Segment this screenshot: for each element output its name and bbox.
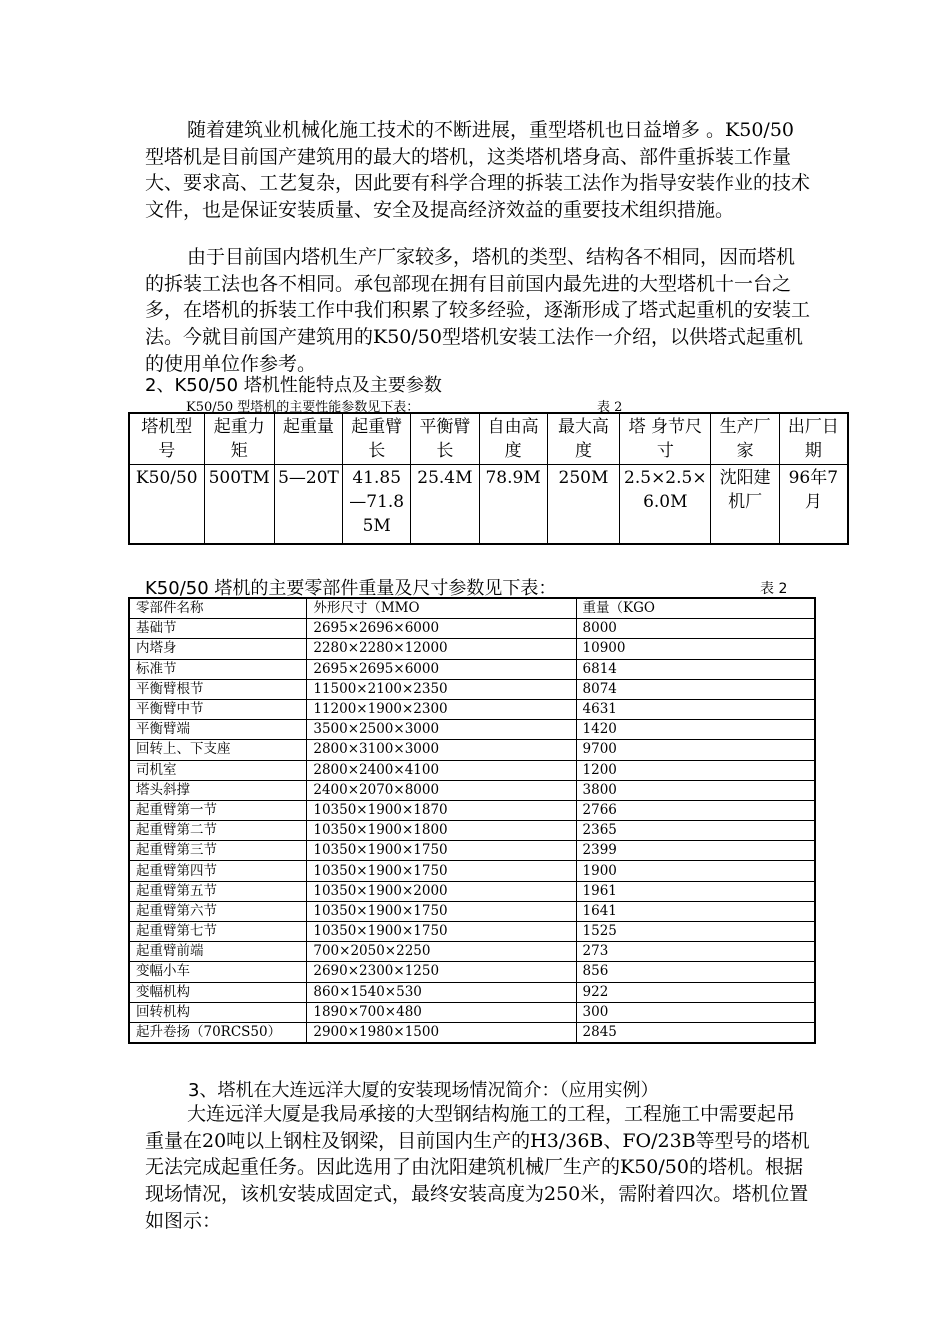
table-row	[129, 639, 815, 659]
part-name-cell: 起重臂第七节	[129, 922, 307, 942]
weight-cell: 2365	[576, 821, 815, 841]
header-cell: 最大高度	[547, 413, 619, 465]
dimension-cell: 10350×1900×1750	[307, 901, 576, 921]
weight-cell: 273	[576, 942, 815, 962]
header-cell: 重量（KGO	[576, 598, 815, 619]
part-name-cell: 变幅机构	[129, 982, 307, 1002]
part-name-cell: 起重臂前端	[129, 942, 307, 962]
header-cell: 生产厂家	[711, 413, 779, 465]
weight-cell: 2845	[576, 1022, 815, 1043]
header-cell: 自由高度	[479, 413, 547, 465]
table-1-caption: K50/50 型塔机的主要性能参数见下表：	[186, 400, 420, 415]
part-name-cell: 平衡臂中节	[129, 699, 307, 719]
table-row	[129, 720, 815, 740]
dimension-cell: 10350×1900×1750	[307, 861, 576, 881]
table-row	[129, 1022, 815, 1043]
weight-cell: 8000	[576, 619, 815, 639]
dimension-cell: 2280×2280×12000	[307, 639, 576, 659]
table-row	[129, 982, 815, 1002]
part-name-cell: 起重臂第四节	[129, 861, 307, 881]
dimension-cell: 2695×2696×6000	[307, 619, 576, 639]
cell: 41.85—71.85M	[343, 465, 411, 545]
part-name-cell: 起重臂第一节	[129, 800, 307, 820]
intro-paragraph-2: 由于目前国内塔机生产厂家较多，塔机的类型、结构各不相同，因而塔机的拆装工法也各不相同。承包部现在拥有目前国内最先进的大型塔机十一台之多，在塔机的拆装工作中我们积累了较多经验，逐渐形成了塔式起重机的安装工法。今就目前国产建筑用的K50/50型塔机安装工法作一介绍，以供塔式起重机的使用单位作参考。	[145, 246, 811, 375]
part-name-cell: 起升卷扬（70RCS50）	[129, 1022, 307, 1043]
part-name-cell: 回转上、下支座	[129, 740, 307, 760]
weight-cell: 300	[576, 1002, 815, 1022]
dimension-cell: 2800×2400×4100	[307, 760, 576, 780]
part-name-cell: 塔头斜撑	[129, 780, 307, 800]
header-cell: 零部件名称	[129, 598, 307, 619]
dimension-cell: 10350×1900×1800	[307, 821, 576, 841]
dimension-cell: 10350×1900×1750	[307, 841, 576, 861]
parts-table	[128, 597, 816, 1044]
cell: 2.5×2.5×6.0M	[620, 465, 711, 545]
parts-table-body	[129, 598, 815, 1043]
table-row	[129, 881, 815, 901]
dimension-cell: 10350×1900×2000	[307, 881, 576, 901]
table-row	[129, 465, 848, 545]
table-2-number: 表 2	[760, 581, 788, 597]
dimension-cell: 1890×700×480	[307, 1002, 576, 1022]
dimension-cell: 3500×2500×3000	[307, 720, 576, 740]
weight-cell: 10900	[576, 639, 815, 659]
part-name-cell: 平衡臂端	[129, 720, 307, 740]
cell: 250M	[547, 465, 619, 545]
weight-cell: 4631	[576, 699, 815, 719]
cell: 500TM	[204, 465, 274, 545]
dimension-cell: 2900×1980×1500	[307, 1022, 576, 1043]
part-name-cell: 变幅小车	[129, 962, 307, 982]
dimension-cell: 2690×2300×1250	[307, 962, 576, 982]
table-row	[129, 1002, 815, 1022]
table-row	[129, 821, 815, 841]
table-row	[129, 659, 815, 679]
weight-cell: 3800	[576, 780, 815, 800]
weight-cell: 1525	[576, 922, 815, 942]
table-row	[129, 760, 815, 780]
header-cell: 起重力矩	[204, 413, 274, 465]
dimension-cell: 2400×2070×8000	[307, 780, 576, 800]
table-row	[129, 619, 815, 639]
dimension-cell: 2800×3100×3000	[307, 740, 576, 760]
table-row	[129, 861, 815, 881]
weight-cell: 1900	[576, 861, 815, 881]
weight-cell: 2399	[576, 841, 815, 861]
table-row	[129, 780, 815, 800]
table-1-number: 表 2	[597, 400, 623, 415]
weight-cell: 8074	[576, 679, 815, 699]
part-name-cell: 平衡臂根节	[129, 679, 307, 699]
dimension-cell: 11200×1900×2300	[307, 699, 576, 719]
cell: 5—20T	[274, 465, 342, 545]
section-3-paragraph: 大连远洋大厦是我局承接的大型钢结构施工的工程，工程施工中需要起吊重量在20吨以上钢柱及钢梁，目前国内生产的H3/36B、FO/23B等型号的塔机无法完成起重任务。因此选用了由沈阳建筑机械厂生产的K50/50的塔机。根据现场情况，该机安装成固定式，最终安装高度为250米，需附着四次。塔机位置如图示：	[145, 1103, 810, 1232]
part-name-cell: 内塔身	[129, 639, 307, 659]
weight-cell: 9700	[576, 740, 815, 760]
header-cell: 塔 身节尺寸	[620, 413, 711, 465]
weight-cell: 856	[576, 962, 815, 982]
part-name-cell: 起重臂第六节	[129, 901, 307, 921]
cell: K50/50	[129, 465, 204, 545]
table-header-row	[129, 413, 848, 465]
table-row	[129, 901, 815, 921]
table-row	[129, 922, 815, 942]
weight-cell: 1420	[576, 720, 815, 740]
section-2-heading: 2、K50/50 塔机性能特点及主要参数	[145, 375, 442, 396]
part-name-cell: 司机室	[129, 760, 307, 780]
header-cell: 外形尺寸（MMO	[307, 598, 576, 619]
table-2-caption: K50/50 塔机的主要零部件重量及尺寸参数见下表：	[145, 578, 557, 599]
weight-cell: 1961	[576, 881, 815, 901]
dimension-cell: 2695×2695×6000	[307, 659, 576, 679]
header-cell: 平衡臂长	[411, 413, 479, 465]
header-cell: 起重臂长	[343, 413, 411, 465]
dimension-cell: 700×2050×2250	[307, 942, 576, 962]
table-row	[129, 679, 815, 699]
header-cell: 起重量	[274, 413, 342, 465]
table-row	[129, 800, 815, 820]
part-name-cell: 起重臂第二节	[129, 821, 307, 841]
table-row	[129, 942, 815, 962]
header-cell: 出厂日期	[779, 413, 848, 465]
weight-cell: 1641	[576, 901, 815, 921]
cell: 96年7月	[779, 465, 848, 545]
dimension-cell: 10350×1900×1750	[307, 922, 576, 942]
weight-cell: 2766	[576, 800, 815, 820]
cell: 25.4M	[411, 465, 479, 545]
dimension-cell: 10350×1900×1870	[307, 800, 576, 820]
part-name-cell: 基础节	[129, 619, 307, 639]
weight-cell: 1200	[576, 760, 815, 780]
weight-cell: 922	[576, 982, 815, 1002]
part-name-cell: 起重臂第三节	[129, 841, 307, 861]
table-row	[129, 841, 815, 861]
table-row	[129, 962, 815, 982]
table-header-row	[129, 598, 815, 619]
performance-table	[128, 412, 849, 545]
weight-cell: 6814	[576, 659, 815, 679]
dimension-cell: 11500×2100×2350	[307, 679, 576, 699]
dimension-cell: 860×1540×530	[307, 982, 576, 1002]
intro-paragraph-1: 随着建筑业机械化施工技术的不断进展，重型塔机也日益增多 。K50/50型塔机是目前国产建筑用的最大的塔机，这类塔机塔身高、部件重拆装工作量大、要求高、工艺复杂，因此要有科学合理的拆装工法作为指导安装作业的技术文件，也是保证安装质量、安全及提高经济效益的重要技术组织措施。	[145, 119, 811, 222]
cell: 78.9M	[479, 465, 547, 545]
table-row	[129, 699, 815, 719]
table-row	[129, 740, 815, 760]
part-name-cell: 标准节	[129, 659, 307, 679]
part-name-cell: 起重臂第五节	[129, 881, 307, 901]
header-cell: 塔机型号	[129, 413, 204, 465]
part-name-cell: 回转机构	[129, 1002, 307, 1022]
section-3-heading: 3、塔机在大连远洋大厦的安装现场情况简介：（应用实例）	[188, 1080, 659, 1101]
cell: 沈阳建机厂	[711, 465, 779, 545]
